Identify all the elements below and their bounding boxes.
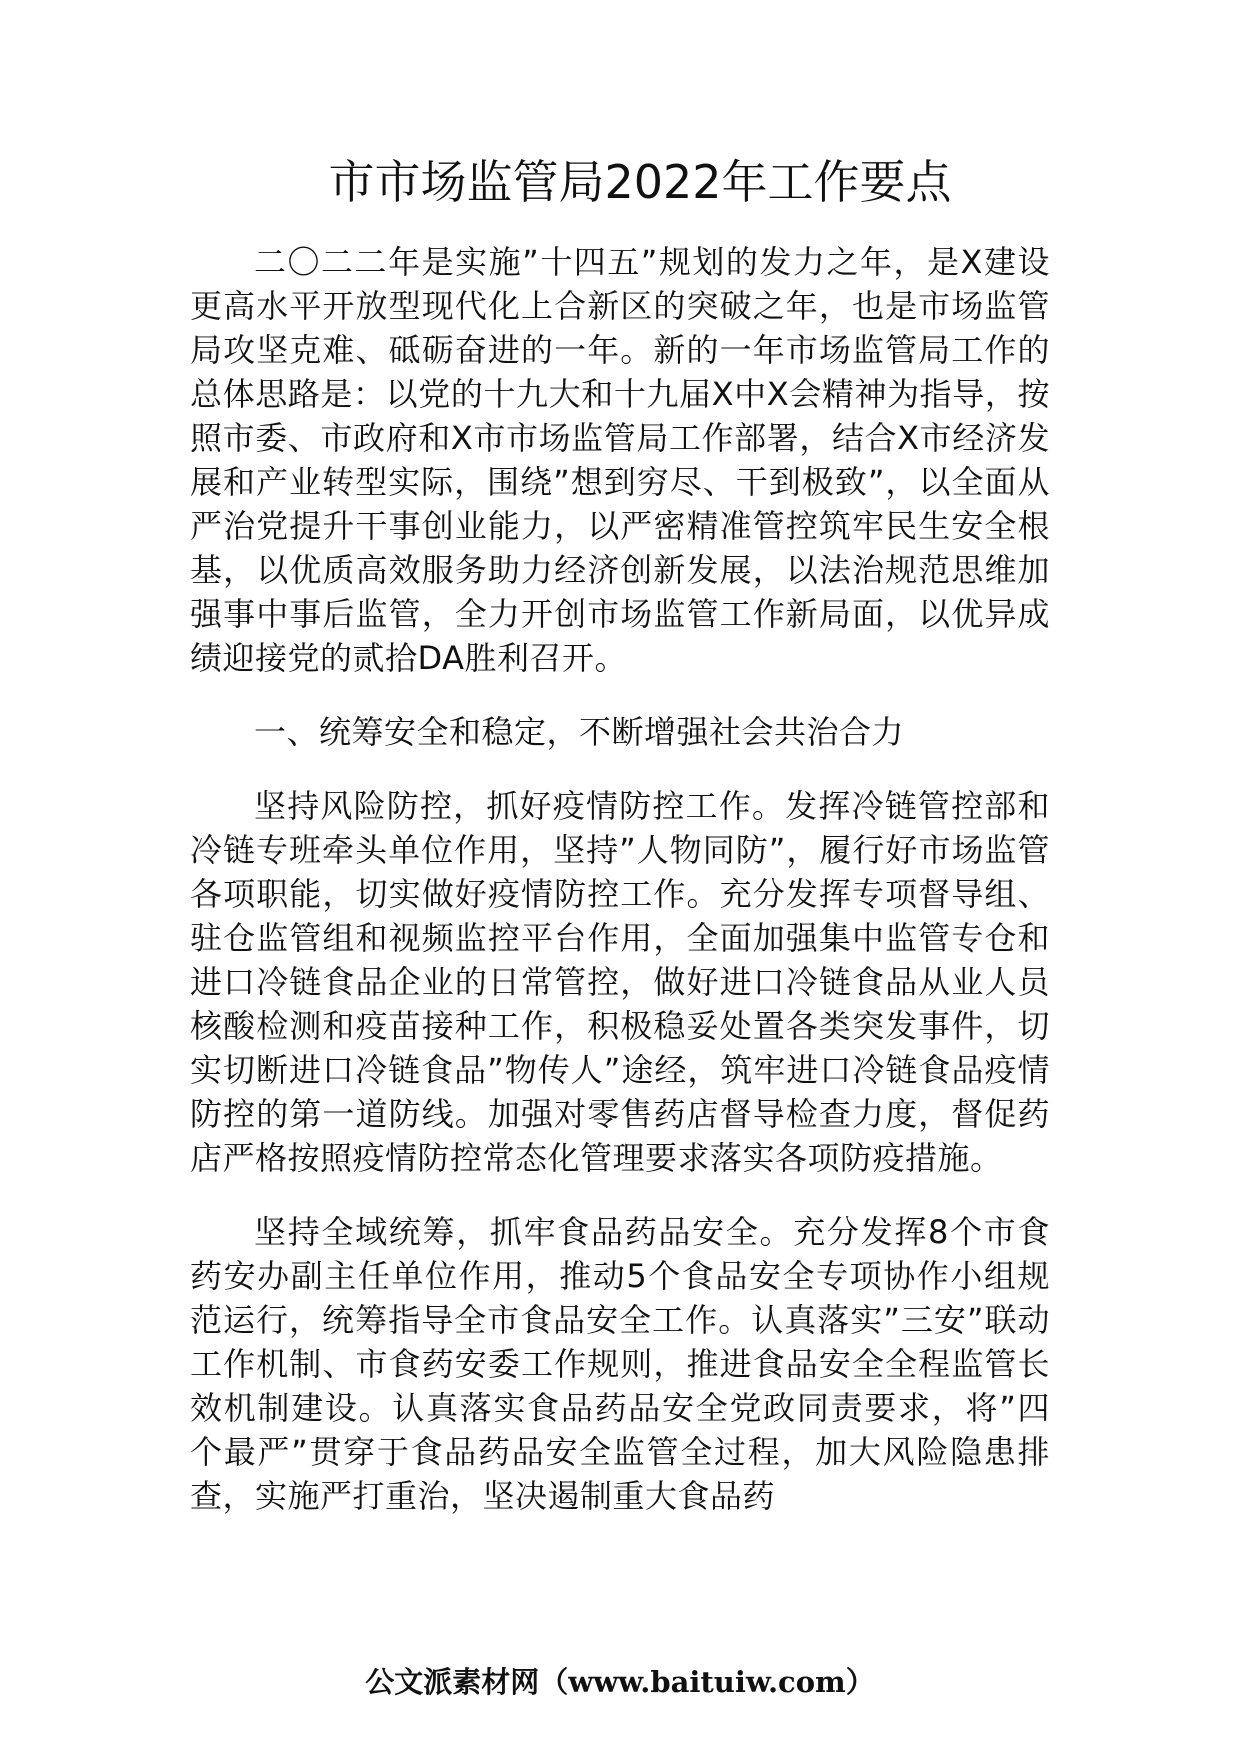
paragraph-spacer	[190, 1180, 1050, 1210]
document-body	[190, 240, 1050, 1518]
paragraph-spacer	[190, 754, 1050, 784]
body-paragraph-epidemic: 坚持风险防控，抓好疫情防控工作。发挥冷链管控部和冷链专班牵头单位作用，坚持”人物同防”，履行好市场监管各项职能，切实做好疫情防控工作。充分发挥专项督导组、驻仓监管组和视频监控平台作用，全面加强集中监管专仓和进口冷链食品企业的日常管控，做好进口冷链食品从业人员核酸检测和疫苗接种工作，积极稳妥处置各类突发事件，切实切断进口冷链食品”物传人”途经，筑牢进口冷链食品疫情防控的第一道防线。加强对零售药店督导检查力度，督促药店严格按照疫情防控常态化管理要求落实各项防疫措施。	[190, 787, 1050, 1177]
paragraph-spacer	[190, 680, 1050, 710]
footer-watermark: 公文派素材网（www.baituiw.com）	[365, 1665, 875, 1699]
intro-paragraph: 二〇二二年是实施”十四五”规划的发力之年，是X建设更高水平开放型现代化上合新区的突破之年，也是市场监管局攻坚克难、砥砺奋进的一年。新的一年市场监管局工作的总体思路是：以党的十九大和十九届X中X会精神为指导，按照市委、市政府和X市市场监管局工作部署，结合X市经济发展和产业转型实际，围绕”想到穷尽、干到极致”，以全面从严治党提升干事创业能力，以严密精准管控筑牢民生安全根基，以优质高效服务助力经济创新发展，以法治规范思维加强事中事后监管，全力开创市场监管工作新局面，以优异成绩迎接党的贰拾DA胜利召开。	[190, 243, 1050, 677]
section-heading-1: 一、统筹安全和稳定，不断增强社会共治合力	[254, 713, 905, 751]
document-title: 市市场监管局2022年工作要点	[328, 155, 952, 209]
body-paragraph-food-safety: 坚持全域统筹，抓牢食品药品安全。充分发挥8个市食药安办副主任单位作用，推动5个食品安全专项协作小组规范运行，统筹指导全市食品安全工作。认真落实”三安”联动工作机制、市食药安委工作规则，推进食品安全全程监管长效机制建设。认真落实食品药品安全党政同责要求，将”四个最严”贯穿于食品药品安全监管全过程，加大风险隐患排查，实施严打重治，坚决遏制重大食品药	[190, 1213, 1050, 1515]
